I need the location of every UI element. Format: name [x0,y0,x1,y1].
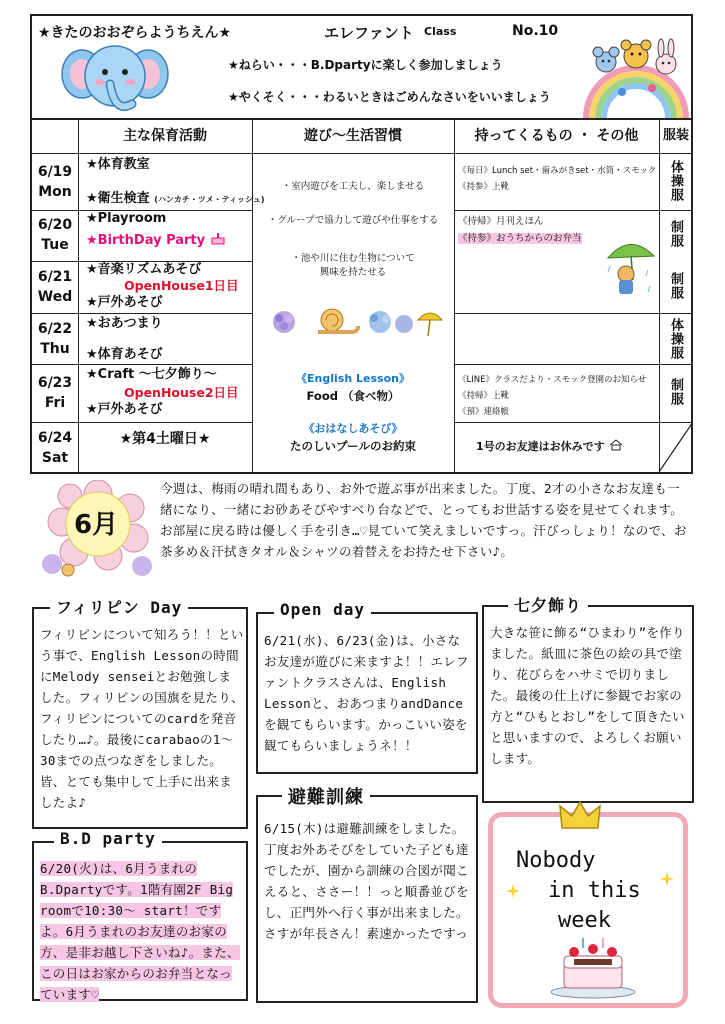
umbrella-icon [418,313,442,336]
bring-mon-1: 《毎日》Lunch set・歯みがきset・水筒・スモック [458,166,657,176]
activity-mon-1: ★体育教室 [86,157,150,172]
bd-party-title: B.D party [54,829,162,848]
tanabata-body: 大きな笹に飾る“ひまわり”を作りました。紙皿に茶色の絵の具で塗り、花びらをハサミで切りました。最後の仕上げに参観でお家の方と“ひもとおし”をして頂きたいと思いますので、よろしくお願いします。 [490,625,685,766]
col-divider [659,120,660,472]
day-wed: 6/21 Wed [37,269,73,305]
bring-tue-2: 《持参》おうちからのお弁当 [458,233,582,244]
tanabata-title: 七夕飾り [508,593,588,616]
header-box [30,14,693,120]
activity-wed-1: ★音楽リズムあそび [86,262,202,277]
col-divider [252,120,253,472]
play-item-1: ・室内遊びを工夫し、楽しませる [281,181,425,192]
activity-thu-2: ★体育あそび [86,347,163,362]
row-divider [454,313,691,314]
promise-text: ★やくそく・・・わるいときはごめんなさいをいいましょう [228,90,551,104]
play-item-2: ・グループで協力して遊びや仕事をする [267,215,439,226]
uniform-wed: 制服 [668,272,683,300]
bring-tue-1: 《持帰》月刊えほん [458,216,544,227]
uniform-mon: 体操服 [668,160,683,202]
cake-icon [210,232,226,245]
sat-slash [659,422,693,472]
activity-fri-2: OpenHouse2日目 [124,385,239,400]
month-badge: 6月 [74,510,119,540]
activity-tue-2: ★BirthDay Party [86,232,226,248]
activity-sat-1: ★第4土曜日★ [119,431,211,447]
intro-text: 今週は、梅雨の晴れ間もあり、お外で遊ぶ事が出来ました。丁度、2才の小さなお友達も一緒になり、一緒にお砂あそびやすべり台などで、とってもお世話する姿を見せてくれます。お部屋に戻る時は優しく手を引き…♡見ていて笑えましいですっ。汗びっしょり！なので、お茶多め＆汗拭きタオル＆シャツの着替えをお持たせ下さい♪。 [160,481,687,559]
story-play-body: たのしいプールのお約束 [290,439,416,453]
row-divider [32,313,252,314]
activity-wed-2: OpenHouse1日目 [124,278,239,293]
bring-mon-2: 《持参》上靴 [458,182,510,192]
play-item-3: ・池や川に住む生物について 興味を持たせる [291,253,415,278]
rain-frog-icon [604,236,656,306]
col-header-play: 遊び～生活習慣 [304,128,402,144]
col-header-main: 主な保育活動 [123,128,207,144]
english-lesson-title: 《English Lesson》 [296,372,410,385]
story-play-title: 《おはなしあそび》 [303,422,403,435]
school-name: ★きたのおおぞらようちえん★ [38,25,232,41]
day-mon: 6/19 Mon [37,164,73,200]
row-divider [32,153,691,154]
class-name: エレファント [324,24,414,42]
snail-icon [62,564,74,576]
aim-text: ★ねらい・・・B.Dpartyに楽しく参加しましょう [228,58,503,72]
cake-icon [548,934,638,1000]
activity-mon-2: ★衛生検査 (ハンカチ・ツメ・ティッシュ) [86,191,265,206]
snail-icon [318,309,358,332]
sparkle-icon [506,884,520,898]
bring-fri-2: 《持帰》上靴 [458,391,510,401]
activity-tue-1: ★Playroom [86,211,167,226]
rainy-season-icons [262,304,444,340]
philippine-day-body: フィリピンについて知ろう！！という事で、English Lessonの時間にMelody senseiとお勉強しました。フィリピンの国旗を見たり、フィリピンについてのcardを発音したり…♪。最後にcarabaoの1～30までの点つなぎをしました。皆、とても集中して上手に出来ましたよ♪ [40,627,244,810]
sparkle-icon [660,872,674,886]
row-divider [454,364,691,365]
bring-fri-3: 《預》連絡帳 [458,407,510,417]
class-word: Class [424,25,457,38]
bring-sat-1: 1号のお友達はお休みです [476,439,623,454]
col-divider [78,120,79,472]
col-header-bring: 持ってくるもの ・ その他 [474,128,639,144]
nobody-message: Nobody in this week [516,848,641,933]
animals-rainbow-icon [580,36,692,120]
bd-party-body: 6/20(火)は、6月うまれのB.Dpartyです。1階有園2F Big roomで10:30～ start！ですよ。6月うまれのお友達のお家の方、是非お越し下さいね♪。また、この日はお家からのお弁当となっています♡ [40,861,240,1002]
open-day-body: 6/21(水)、6/23(金)は、小さなお友達が遊びに来ますよ！！エレファントクラスさんは、English Lessonと、おあつまりandDanceを観てもらいます。かっこいい姿を観てもらいましょうネ！！ [264,633,469,753]
evacuation-drill-title: 避難訓練 [282,783,370,809]
day-fri: 6/23 Fri [37,375,73,411]
activity-wed-3: ★戸外あそび [86,295,163,310]
col-header-uniform: 服装 [662,128,689,143]
row-divider [32,364,252,365]
crown-icon [558,798,602,832]
weekly-schedule-table [30,120,693,474]
bring-fri-1: 《LINE》クラスだより・スモック登園のお知らせ [458,375,647,385]
elephant-icon [60,42,170,116]
day-sat: 6/24 Sat [37,430,73,466]
hydrangea-icon [369,311,413,333]
col-divider [454,120,455,472]
philippine-day-title: フィリピン Day [50,595,188,618]
row-divider [454,422,691,423]
issue-number: No.10 [512,23,559,39]
day-tue: 6/20 Tue [37,217,73,253]
hydrangea-icon [273,311,295,333]
house-icon [609,439,623,451]
activity-thu-1: ★おあつまり [86,316,163,331]
day-thu: 6/22 Thu [37,321,73,357]
activity-fri-3: ★戸外あそび [86,402,163,417]
row-divider [454,210,691,211]
row-divider [32,422,252,423]
open-day-title: Open day [274,600,371,619]
uniform-thu: 体操服 [668,318,683,360]
uniform-fri: 制服 [668,378,683,406]
uniform-tue: 制服 [668,220,683,248]
english-lesson-body: Food （食べ物） [306,389,400,403]
evacuation-drill-body: 6/15(木)は避難訓練をしました。丁度お外あそびをしていた子ども達でしたが、園から訓練の合図が聞こえると、ささー！！っと順番並びをし、正門外へ行く事が出来ました。さすが年長さん！素速かったですっ [264,821,469,941]
activity-fri-1: ★Craft ～七夕飾り～ [86,367,217,382]
